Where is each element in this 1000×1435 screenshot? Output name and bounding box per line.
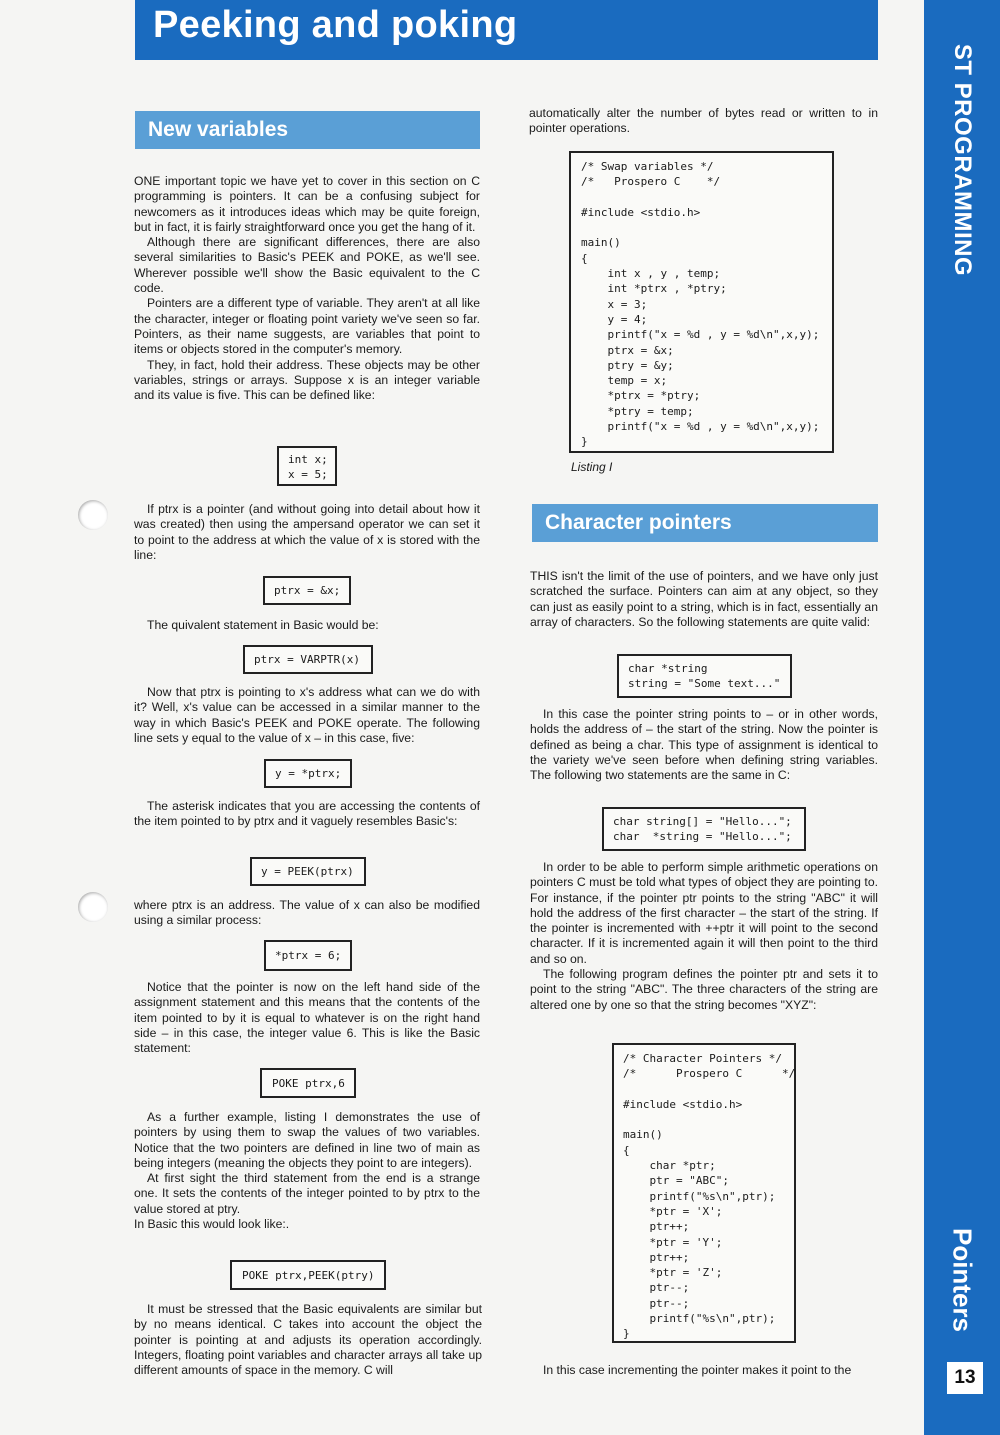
paragraph: In this case the pointer string points to – or in other words, holds the address of – the start of the string. Now the pointer is defined as being a char. This type of assignment is identical to the variety we've seen before when defining string variables. The following two statements are the same in C:: [530, 707, 878, 783]
code-box: char *string string = "Some text...": [617, 654, 792, 698]
page-title: Peeking and poking: [153, 4, 518, 46]
paragraph: It must be stressed that the Basic equivalents are similar but by no means identical. C takes into account the object the pointer is pointing at and adjusts its operation accordingly. Integers, floating point variables and character arrays all take up different amounts of space in the memory. C will: [134, 1302, 482, 1378]
paragraph: Now that ptrx is pointing to x's address what can we do with it? Well, x's value can be accessed in a similar manner to the way in which Basic's PEEK and POKE operate. The following line sets y equal to the value of x – in this case, five:: [134, 685, 480, 745]
code-box: POKE ptrx,6: [260, 1068, 356, 1098]
section-heading-text: Character pointers: [545, 511, 732, 534]
page-title-bar: [135, 0, 878, 60]
paragraph: The asterisk indicates that you are accessing the contents of the item pointed to by ptrx and it vaguely resembles Basic's:: [134, 799, 480, 829]
paragraph: Notice that the pointer is now on the left hand side of the assignment statement and this means that the contents of the item pointed to by it is equal to whatever is on the right hand side – in this case, the integer value 6. This is like the Basic statement:: [134, 980, 480, 1056]
text-block: [134, 1302, 482, 1378]
text-block: [530, 707, 878, 783]
code-box: POKE ptrx,PEEK(ptry): [230, 1260, 386, 1290]
text-block: [134, 502, 480, 563]
text-block: [134, 980, 480, 1056]
section-tab-label: ST PROGRAMMING: [949, 43, 976, 277]
text-block: [134, 898, 480, 929]
section-heading-text: New variables: [148, 118, 289, 141]
section-heading-new-variables: [135, 111, 480, 149]
paragraph: At first sight the third statement from the end is a strange one. It sets the contents of the integer pointed to by ptrx to the value stored at ptry.: [134, 1171, 480, 1216]
text-block: [134, 174, 480, 403]
code-box: ptrx = &x;: [263, 576, 351, 605]
paragraph: automatically alter the number of bytes read or written to in pointer operations.: [529, 106, 878, 136]
paragraph: In order to be able to perform simple arithmetic operations on pointers C must be told what types of object they are pointing to. For instance, if the pointer ptr points to the string "ABC" it will hold the address of the first character – the start of the string. If the pointer is incremented with ++ptr it will point to the second character. If it is incremented again it will then point to the third and so on.: [530, 860, 878, 966]
code-listing-2: /* Character Pointers */ /* Prospero C */ #include <stdio.h> main() { char *ptr; ptr = "ABC"; printf("%s\n",ptr); *ptr = 'X'; ptr++; *ptr = 'Y'; ptr++; *ptr = 'Z'; ptr--; ptr--; printf("%s\n",ptr); }: [612, 1043, 796, 1343]
code-box: *ptrx = 6;: [264, 940, 352, 971]
paragraph: where ptrx is an address. The value of x can also be modified using a similar process:: [134, 898, 480, 928]
text-block: [134, 618, 480, 633]
binder-hole-top: [78, 500, 108, 530]
paragraph: Pointers are a different type of variable. They aren't at all like the character, integer or floating point variety we've seen so far. Pointers, as their name suggests, are variables that point to items or objects stored in the computer's memory.: [134, 296, 480, 357]
code-box: int x; x = 5;: [277, 446, 337, 486]
code-listing-1: /* Swap variables */ /* Prospero C */ #include <stdio.h> main() { int x , y , temp; int *ptrx , *ptry; x = 3; y = 4; printf("x = %d , y = %d\n",x,y); ptrx = &x; ptry = &y; temp = x; *ptrx = *ptry; *ptry = temp; printf("x = %d , y = %d\n",x,y); }: [569, 151, 834, 453]
text-block: [134, 799, 480, 830]
paragraph: In this case incrementing the pointer makes it point to the: [543, 1363, 852, 1377]
paragraph: The quivalent statement in Basic would be:: [147, 618, 379, 632]
chapter-tab-label: Pointers: [947, 1227, 978, 1333]
paragraph: In Basic this would look like:.: [134, 1217, 290, 1232]
paragraph: They, in fact, hold their address. These objects may be other variables, strings or arrays. Suppose x is an integer variable and its value is five. This can be defined like:: [134, 357, 480, 403]
paragraph: Although there are significant differences, there are also several similarities to Basic's PEEK and POKE, as we'll see. Wherever possible we'll show the Basic equivalent to the C code.: [134, 235, 480, 296]
text-block: [134, 685, 480, 746]
paragraph: The following program defines the pointer ptr and sets it to point to the string "ABC". The three characters of the string are altered one by one so that the string becomes "XYZ":: [530, 967, 878, 1012]
code-box: ptrx = VARPTR(x): [243, 645, 373, 674]
paragraph: ONE important topic we have yet to cover in this section on C programming is pointers. It can be a confusing subject for newcomers as it introduces ideas which may be quite foreign, but in fact, it is fairly straightforward once you get the hang of it.: [134, 174, 480, 234]
binder-hole-bottom: [78, 892, 108, 922]
text-block: [530, 569, 878, 630]
code-box: y = *ptrx;: [264, 759, 352, 788]
paragraph: As a further example, listing I demonstrates the use of pointers by using them to swap the values of two variables. Notice that the two pointers are defined in line two of main as being integers (meaning the objects they point to are integers).: [134, 1110, 480, 1170]
section-heading-character-pointers: [532, 504, 878, 542]
text-block: [134, 1110, 480, 1232]
text-block: [530, 860, 878, 1013]
text-block: [529, 106, 878, 137]
paragraph: If ptrx is a pointer (and without going into detail about how it was created) then using the ampersand operator we can set it to point to the address at which the value of x is stored with the line:: [134, 502, 480, 562]
listing-caption: Listing I: [571, 460, 613, 474]
code-box: y = PEEK(ptrx): [250, 857, 366, 886]
code-box: char string[] = "Hello..."; char *string = "Hello...";: [602, 807, 806, 851]
text-block: [530, 1363, 878, 1378]
page-number: 13: [947, 1362, 983, 1394]
paragraph: THIS isn't the limit of the use of pointers, and we have only just scratched the surface. Pointers can aim at any object, so they can just as easily point to a string, which is in fact, essentially an array of characters. So the following statements are quite valid:: [530, 569, 878, 629]
